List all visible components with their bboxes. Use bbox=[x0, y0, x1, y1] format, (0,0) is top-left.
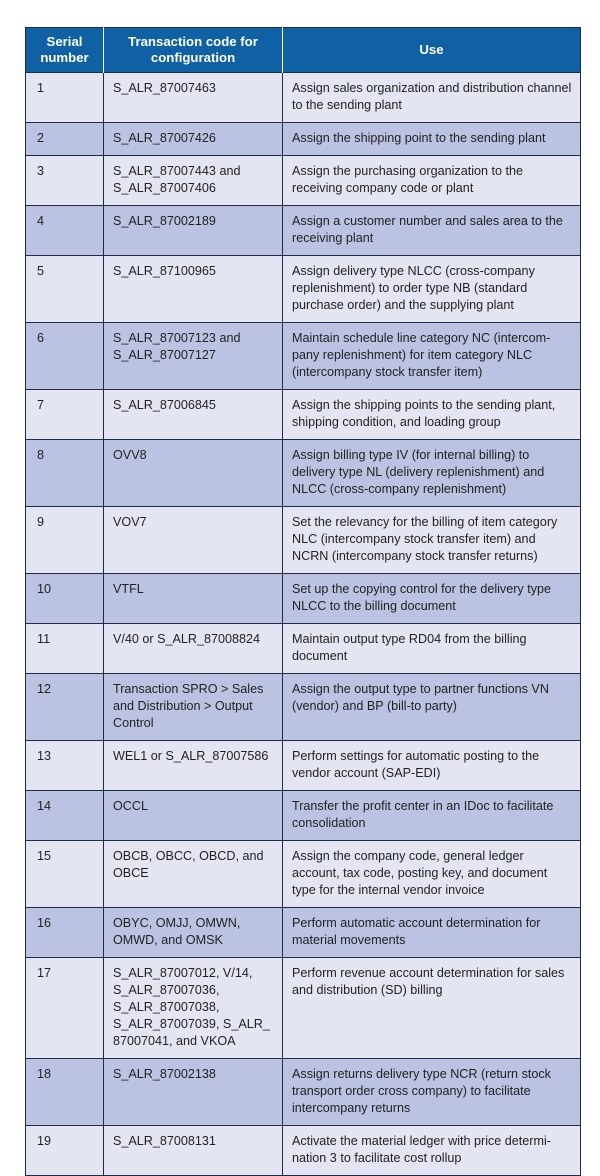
use-cell: Set up the copying control for the delivery type NLCC to the billing document bbox=[283, 574, 581, 624]
table-row bbox=[26, 206, 581, 256]
table-row bbox=[26, 323, 581, 390]
serial-number-cell: 3 bbox=[26, 156, 104, 206]
table-row bbox=[26, 624, 581, 674]
header-transaction-code: Transaction code for configuration bbox=[104, 28, 283, 73]
table-row bbox=[26, 958, 581, 1059]
table-row bbox=[26, 156, 581, 206]
transaction-code-cell: S_ALR_87007123 and S_ALR_87007127 bbox=[104, 323, 283, 390]
transaction-code-cell: OBCB, OBCC, OBCD, and OBCE bbox=[104, 841, 283, 908]
use-cell: Assign the company code, general ledger account, tax code, posting key, and document type for the internal vendor invoice bbox=[283, 841, 581, 908]
table-row bbox=[26, 1059, 581, 1126]
transaction-codes-table bbox=[25, 27, 581, 1176]
serial-number-cell: 8 bbox=[26, 440, 104, 507]
table-container bbox=[25, 27, 580, 1176]
use-cell: Assign the purchasing organization to the receiving company code or plant bbox=[283, 156, 581, 206]
serial-number-cell: 18 bbox=[26, 1059, 104, 1126]
table-row bbox=[26, 674, 581, 741]
table-row bbox=[26, 791, 581, 841]
table-row bbox=[26, 507, 581, 574]
table-row bbox=[26, 256, 581, 323]
use-cell: Perform automatic account determination for material movements bbox=[283, 908, 581, 958]
transaction-code-cell: S_ALR_87007463 bbox=[104, 73, 283, 123]
table-header bbox=[26, 28, 581, 73]
serial-number-cell: 4 bbox=[26, 206, 104, 256]
use-cell: Transfer the profit center in an IDoc to facilitate consolidation bbox=[283, 791, 581, 841]
serial-number-cell: 13 bbox=[26, 741, 104, 791]
transaction-code-cell: S_ALR_87007426 bbox=[104, 123, 283, 156]
serial-number-cell: 5 bbox=[26, 256, 104, 323]
table-row bbox=[26, 123, 581, 156]
table-row bbox=[26, 574, 581, 624]
transaction-code-cell: Transaction SPRO > Sales and Distribution > Output Control bbox=[104, 674, 283, 741]
serial-number-cell: 12 bbox=[26, 674, 104, 741]
transaction-code-cell: S_ALR_87100965 bbox=[104, 256, 283, 323]
use-cell: Assign billing type IV (for internal billing) to delivery type NL (delivery replenishment) and NLCC (cross-company replenishment) bbox=[283, 440, 581, 507]
use-cell: Assign the output type to partner functions VN (vendor) and BP (bill-to party) bbox=[283, 674, 581, 741]
transaction-code-cell: S_ALR_87008131 bbox=[104, 1126, 283, 1176]
use-cell: Assign the shipping point to the sending plant bbox=[283, 123, 581, 156]
use-cell: Perform revenue account determination for sales and distribution (SD) billing bbox=[283, 958, 581, 1059]
use-cell: Perform settings for automatic posting to the vendor account (SAP-EDI) bbox=[283, 741, 581, 791]
serial-number-cell: 10 bbox=[26, 574, 104, 624]
transaction-code-cell: S_ALR_87006845 bbox=[104, 390, 283, 440]
serial-number-cell: 2 bbox=[26, 123, 104, 156]
serial-number-cell: 19 bbox=[26, 1126, 104, 1176]
transaction-code-cell: S_ALR_87002138 bbox=[104, 1059, 283, 1126]
use-cell: Assign returns delivery type NCR (return stock transport order cross company) to facilitate intercompany returns bbox=[283, 1059, 581, 1126]
transaction-code-cell: OVV8 bbox=[104, 440, 283, 507]
serial-number-cell: 7 bbox=[26, 390, 104, 440]
table-row bbox=[26, 1126, 581, 1176]
transaction-code-cell: OCCL bbox=[104, 791, 283, 841]
table-row bbox=[26, 908, 581, 958]
transaction-code-cell: OBYC, OMJJ, OMWN, OMWD, and OMSK bbox=[104, 908, 283, 958]
use-cell: Activate the material ledger with price determi-nation 3 to facilitate cost rollup bbox=[283, 1126, 581, 1176]
table-row bbox=[26, 440, 581, 507]
use-cell: Assign a customer number and sales area to the receiving plant bbox=[283, 206, 581, 256]
serial-number-cell: 9 bbox=[26, 507, 104, 574]
serial-number-cell: 6 bbox=[26, 323, 104, 390]
use-cell: Maintain output type RD04 from the billing document bbox=[283, 624, 581, 674]
header-row bbox=[26, 28, 581, 73]
use-cell: Assign the shipping points to the sending plant, shipping condition, and loading group bbox=[283, 390, 581, 440]
table-row bbox=[26, 390, 581, 440]
table-row bbox=[26, 741, 581, 791]
serial-number-cell: 11 bbox=[26, 624, 104, 674]
serial-number-cell: 1 bbox=[26, 73, 104, 123]
serial-number-cell: 15 bbox=[26, 841, 104, 908]
transaction-code-cell: VOV7 bbox=[104, 507, 283, 574]
transaction-code-cell: V/40 or S_ALR_87008824 bbox=[104, 624, 283, 674]
header-use: Use bbox=[283, 28, 581, 73]
table-row bbox=[26, 841, 581, 908]
serial-number-cell: 14 bbox=[26, 791, 104, 841]
use-cell: Maintain schedule line category NC (intercom-pany replenishment) for item category NLC (intercompany stock transfer item) bbox=[283, 323, 581, 390]
use-cell: Set the relevancy for the billing of item category NLC (intercompany stock transfer item) and NCRN (intercompany stock transfer returns) bbox=[283, 507, 581, 574]
transaction-code-cell: S_ALR_87002189 bbox=[104, 206, 283, 256]
transaction-code-cell: S_ALR_87007443 and S_ALR_87007406 bbox=[104, 156, 283, 206]
use-cell: Assign delivery type NLCC (cross-company replenishment) to order type NB (standard purchase order) and the supplying plant bbox=[283, 256, 581, 323]
header-serial-number: Serial number bbox=[26, 28, 104, 73]
transaction-code-cell: S_ALR_87007012, V/14, S_ALR_87007036, S_ALR_87007038, S_ALR_87007039, S_ALR_ 87007041, and VKOA bbox=[104, 958, 283, 1059]
transaction-code-cell: VTFL bbox=[104, 574, 283, 624]
transaction-code-cell: WEL1 or S_ALR_87007586 bbox=[104, 741, 283, 791]
serial-number-cell: 17 bbox=[26, 958, 104, 1059]
use-cell: Assign sales organization and distribution channel to the sending plant bbox=[283, 73, 581, 123]
table-row bbox=[26, 73, 581, 123]
serial-number-cell: 16 bbox=[26, 908, 104, 958]
table-body bbox=[26, 73, 581, 1176]
